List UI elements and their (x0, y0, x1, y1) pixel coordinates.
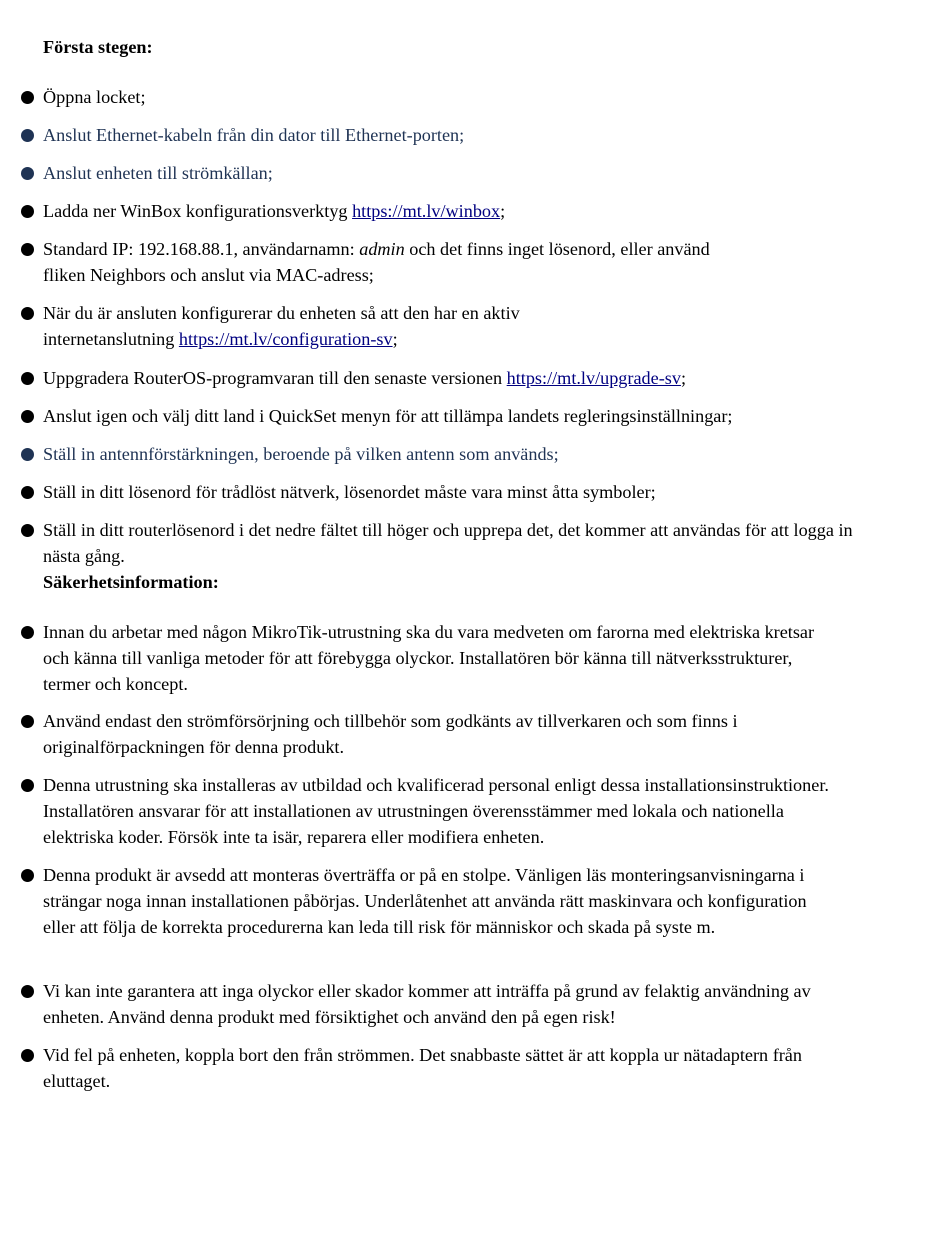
step-text: Uppgradera RouterOS-programvaran till den senaste versionen (43, 368, 507, 388)
step-text: Ställ in ditt routerlösenord i det nedre fältet till höger och upprepa det, det kommer att användas för att logga in nästa gång. (43, 520, 853, 566)
step-text: Standard IP: 192.168.88.1, användarnamn: (43, 239, 360, 259)
step-connect-ethernet (43, 122, 863, 148)
bullet-icon (21, 129, 34, 142)
safety-item-awareness (43, 619, 833, 697)
bullet-icon (21, 626, 34, 639)
step-text: När du är ansluten konfigurerar du enheten så att den har en aktiv internetanslutning (43, 303, 520, 349)
step-text: Ställ in antennförstärkningen, beroende på vilken antenn som används; (43, 444, 559, 464)
bullet-icon (21, 243, 34, 256)
bullet-icon (21, 167, 34, 180)
step-select-country (43, 403, 863, 429)
step-open-lid (43, 84, 863, 110)
step-suffix: ; (392, 329, 398, 349)
bullet-icon (21, 307, 34, 320)
bullet-icon (21, 524, 34, 537)
bullet-icon (21, 779, 34, 792)
bullet-icon (21, 985, 34, 998)
step-suffix: ; (680, 368, 686, 388)
step-download-winbox (43, 198, 863, 224)
getting-started-heading: Första stegen: (43, 37, 153, 57)
safety-text: Denna produkt är avsedd att monteras överträffa or på en stolpe. Vänligen läs monteringsanvisningarna i strängar noga innan installationen påbörjas. Underlåtenhet att använda rätt maskinvara och konfiguration eller att följa de korrekta procedurerna kan leda till risk för människor och skada på syste m. (43, 865, 807, 937)
safety-item-mounting (43, 862, 823, 940)
bullet-icon (21, 205, 34, 218)
step-router-password (43, 517, 863, 569)
safety-item-power-supply (43, 708, 813, 760)
bullet-icon (21, 448, 34, 461)
step-text: Anslut igen och välj ditt land i QuickSet menyn för att tillämpa landets regleringsinställningar; (43, 406, 733, 426)
safety-item-no-guarantee (43, 978, 858, 1030)
step-text: Öppna locket; (43, 87, 146, 107)
step-text: Ställ in ditt lösenord för trådlöst nätverk, lösenordet måste vara minst åtta symboler; (43, 482, 656, 502)
step-default-ip (43, 236, 723, 288)
step-suffix: ; (500, 201, 506, 221)
step-antenna-gain (43, 441, 863, 467)
winbox-link[interactable]: https://mt.lv/winbox (352, 201, 501, 221)
bullet-icon (21, 410, 34, 423)
step-text: Ladda ner WinBox konfigurationsverktyg (43, 201, 353, 221)
safety-text: Vid fel på enheten, koppla bort den från strömmen. Det snabbaste sättet är att koppla ur nätadaptern från eluttaget. (43, 1045, 802, 1091)
safety-heading: Säkerhetsinformation: (43, 572, 219, 592)
step-text-continued: och det finns inget lösenord, eller använd fliken Neighbors och anslut via MAC-adress; (43, 239, 710, 285)
upgrade-link[interactable]: https://mt.lv/upgrade-sv (506, 368, 681, 388)
default-username: admin (359, 239, 405, 259)
step-text: Anslut Ethernet-kabeln från din dator till Ethernet-porten; (43, 125, 465, 145)
bullet-icon (21, 1049, 34, 1062)
bullet-icon (21, 715, 34, 728)
step-connect-power (43, 160, 863, 186)
step-configure (43, 300, 583, 352)
bullet-icon (21, 91, 34, 104)
step-text: Anslut enheten till strömkällan; (43, 163, 273, 183)
safety-text: Innan du arbetar med någon MikroTik-utrustning ska du vara medveten om farorna med elektriska kretsar och känna till vanliga metoder för att förebygga olyckor. Installatören bör känna till nätverksstrukturer, termer och koncept. (43, 622, 815, 694)
safety-text: Vi kan inte garantera att inga olyckor eller skador kommer att inträffa på grund av felaktig användning av enheten. Använd denna produkt med försiktighet och använd den på egen risk! (43, 981, 811, 1027)
bullet-icon (21, 869, 34, 882)
step-wireless-password (43, 479, 863, 505)
safety-item-installation (43, 772, 848, 850)
safety-text: Denna utrustning ska installeras av utbildad och kvalificerad personal enligt dessa installationsinstruktioner. Installatören ansvarar för att installationen av utrustningen överensstämmer med lokala och nationella elektriska koder. Försök inte ta isär, reparera eller modifiera enheten. (43, 775, 829, 847)
step-upgrade (43, 365, 863, 391)
bullet-icon (21, 486, 34, 499)
safety-item-fault (43, 1042, 843, 1094)
safety-text: Använd endast den strömförsörjning och tillbehör som godkänts av tillverkaren och som finns i originalförpackningen för denna produkt. (43, 711, 738, 757)
configuration-link[interactable]: https://mt.lv/configuration-sv (178, 329, 393, 349)
bullet-icon (21, 372, 34, 385)
